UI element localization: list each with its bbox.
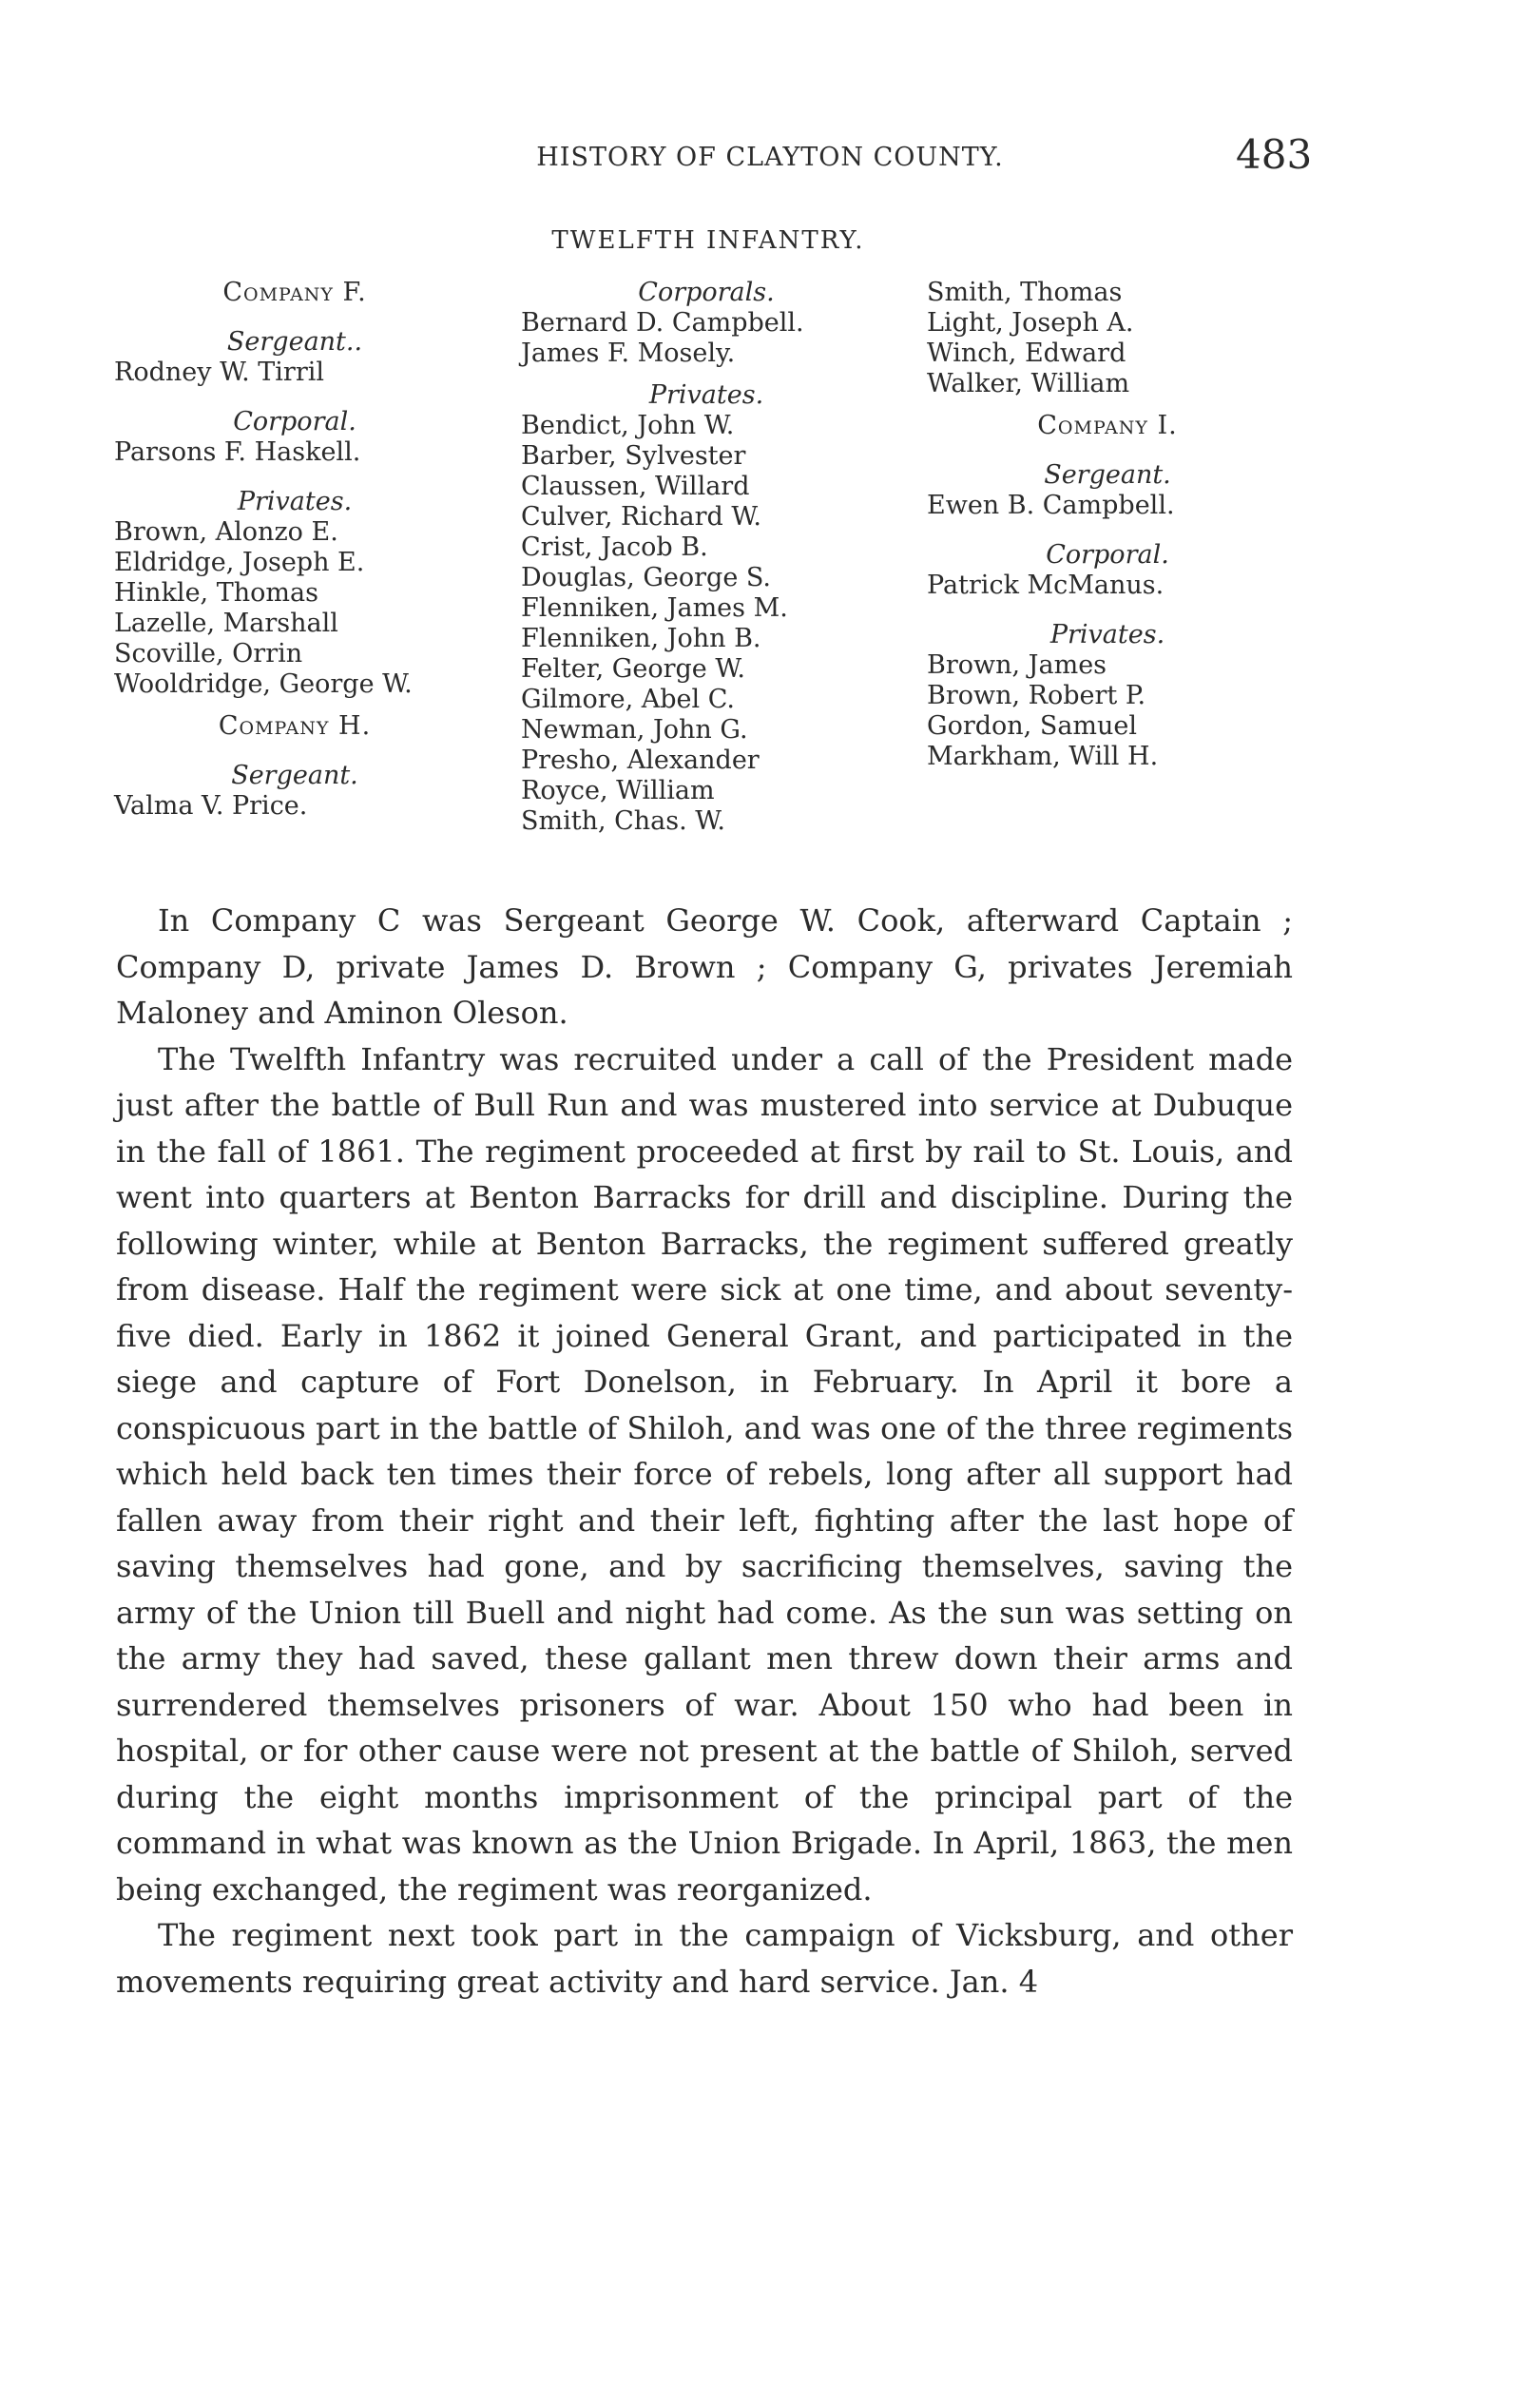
list-item: Felter, George W. xyxy=(521,654,745,684)
list-item: Culver, Richard W. xyxy=(521,502,761,532)
list-item: Brown, James xyxy=(927,650,1107,680)
running-head: HISTORY OF CLAYTON COUNTY. xyxy=(536,143,1004,172)
list-item: Bernard D. Campbell. xyxy=(521,308,804,338)
company-f-sergeant-label: Sergeant.. xyxy=(226,327,363,357)
section-title: TWELFTH INFANTRY. xyxy=(551,226,865,255)
company-i-heading: Company I. xyxy=(1037,411,1178,440)
list-item: Walker, William xyxy=(927,369,1130,398)
list-item: Scoville, Orrin xyxy=(114,639,303,668)
page-number: 483 xyxy=(1236,131,1313,178)
list-item: Smith, Thomas xyxy=(927,278,1123,307)
company-h-heading: Company H. xyxy=(218,711,372,741)
corporals-label: Corporals. xyxy=(638,278,775,307)
privates-continued-list xyxy=(927,278,1288,399)
list-item: Newman, John G. xyxy=(521,715,748,745)
list-item: Light, Joseph A. xyxy=(927,308,1134,338)
list-item: Gilmore, Abel C. xyxy=(521,685,736,714)
company-f-sergeant: Rodney W. Tirril xyxy=(114,358,324,387)
company-i-corporal: Patrick McManus. xyxy=(927,571,1165,600)
list-item: Eldridge, Joseph E. xyxy=(114,548,365,577)
privates-label: Privates. xyxy=(648,380,764,410)
company-i-privates-list xyxy=(927,650,1288,772)
list-item: Brown, Alonzo E. xyxy=(114,517,338,547)
company-f-privates-list xyxy=(114,517,475,700)
list-item: Wooldridge, George W. xyxy=(114,669,413,699)
list-item: Hinkle, Thomas xyxy=(114,578,318,608)
roster-column-1 xyxy=(114,278,475,822)
corporals-list xyxy=(521,308,892,369)
list-item: Markham, Will H. xyxy=(927,742,1159,771)
list-item: Flenniken, John B. xyxy=(521,624,761,653)
company-f-privates-label: Privates. xyxy=(237,487,353,516)
company-i-corporal-label: Corporal. xyxy=(1046,540,1169,570)
list-item: Barber, Sylvester xyxy=(521,441,746,471)
company-i-sergeant-label: Sergeant. xyxy=(1044,460,1171,490)
roster-column-3 xyxy=(927,278,1288,772)
list-item: Flenniken, James M. xyxy=(521,593,788,623)
paragraph: The regiment next took part in the campaign of Vicksburg, and other movements requiring great activity and hard service. Jan. 4 xyxy=(116,1917,1293,2000)
list-item: Lazelle, Marshall xyxy=(114,609,338,638)
list-item: Gordon, Samuel xyxy=(927,711,1138,741)
list-item: Smith, Chas. W. xyxy=(521,806,725,836)
list-item: Claussen, Willard xyxy=(521,472,750,501)
list-item: Presho, Alexander xyxy=(521,746,760,775)
body-text xyxy=(116,898,1293,2005)
list-item: James F. Mosely. xyxy=(521,339,736,368)
list-item: Brown, Robert P. xyxy=(927,681,1146,710)
list-item: Winch, Edward xyxy=(927,339,1126,368)
company-h-sergeant: Valma V. Price. xyxy=(114,791,308,821)
company-f-corporal-label: Corporal. xyxy=(233,407,356,436)
company-i-privates-label: Privates. xyxy=(1049,620,1165,649)
list-item: Douglas, George S. xyxy=(521,563,771,592)
paragraph: In Company C was Sergeant George W. Cook, afterward Captain ; Company D, private James D. Brown ; Company G, privates Jeremiah Maloney and Aminon Oleson. xyxy=(116,902,1293,1031)
list-item: Crist, Jacob B. xyxy=(521,533,708,562)
roster-column-2 xyxy=(521,278,892,837)
company-h-sergeant-label: Sergeant. xyxy=(231,761,358,790)
privates-list xyxy=(521,411,892,837)
list-item: Royce, William xyxy=(521,776,715,805)
list-item: Bendict, John W. xyxy=(521,411,735,440)
paragraph: The Twelfth Infantry was recruited under a call of the President made just after the battle of Bull Run and was mustered into service at Dubuque in the fall of 1861. The regiment proceeded at first by rail to St. Louis, and went into quarters at Benton Barracks for drill and discipline. During the following winter, while at Benton Barracks, the regiment suffered greatly from disease. Half the regiment were sick at one time, and about seventy-five died. Early in 1862 it joined General Grant, and participated in the siege and capture of Fort Donelson, in February. In April it bore a conspicuous part in the battle of Shiloh, and was one of the three regiments which held back ten times their force of rebels, long after all support had fallen away from their right and their left, fighting after the last hope of saving themselves had gone, and by sacrificing themselves, saving the army of the Union till Buell and night had come. As the sun was setting on the army they had saved, these gallant men threw down their arms and surrendered themselves prisoners of war. About 150 who had been in hospital, or for other cause were not present at the battle of Shiloh, served during the eight months imprisonment of the principal part of the command in what was known as the Union Brigade. In April, 1863, the men being exchanged, the regiment was reorganized. xyxy=(116,1040,1293,1908)
company-f-heading: Company F. xyxy=(222,278,367,307)
company-f-corporal: Parsons F. Haskell. xyxy=(114,437,361,467)
company-i-sergeant: Ewen B. Campbell. xyxy=(927,491,1175,520)
